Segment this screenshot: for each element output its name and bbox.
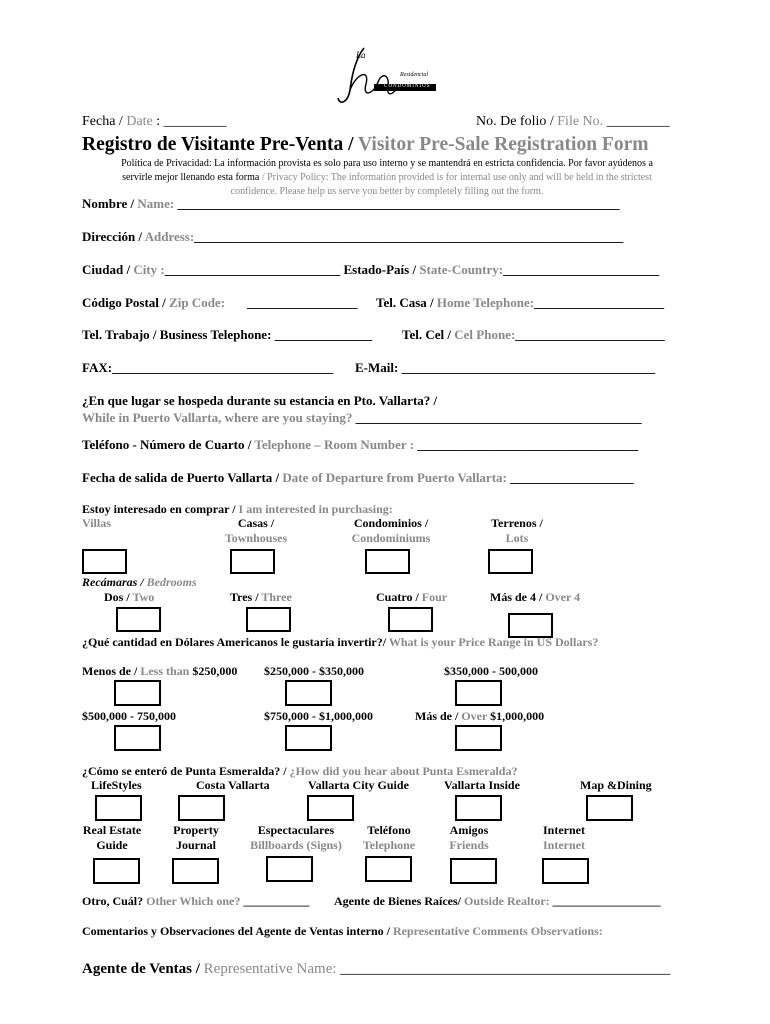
- bedrooms-cuatro-label: Cuatro / Four: [376, 590, 448, 604]
- price-question: [82, 635, 598, 650]
- checkbox-source-inet[interactable]: [542, 858, 589, 884]
- interest-heading-es: Estoy interesado en comprar /: [82, 502, 239, 516]
- home-label-es: Tel. Casa /: [376, 295, 437, 310]
- date-label-es: Fecha /: [82, 114, 127, 129]
- cel-phone-field[interactable]: [402, 327, 665, 343]
- terrenos-en: Lots: [505, 531, 529, 545]
- page-title: [82, 134, 649, 156]
- checkbox-source-vi[interactable]: [455, 795, 502, 821]
- date-label-en: Date: [126, 114, 153, 129]
- checkbox-source-amigos[interactable]: [450, 858, 497, 884]
- checkbox-source-re[interactable]: [93, 858, 140, 884]
- price-question-es: ¿Qué cantidad en Dólares Americanos le gustaría invertir?/: [82, 635, 389, 649]
- agent-label-es: Agente de Ventas /: [82, 961, 204, 977]
- source-esp-label: Espectaculares Billboards (Signs): [250, 823, 342, 852]
- home-phone-field[interactable]: [376, 295, 664, 311]
- checkbox-condos[interactable]: [365, 549, 410, 574]
- checkbox-casas[interactable]: [230, 549, 275, 574]
- stay-field[interactable]: [82, 410, 642, 426]
- checkbox-price-r2[interactable]: [455, 680, 502, 706]
- realtor-label-en: Outside Realtor:: [463, 894, 550, 908]
- name-label-es: Nombre /: [82, 196, 138, 211]
- cel-label-es: Tel. Cel /: [402, 327, 455, 342]
- bedrooms-heading-es: Recámaras /: [82, 575, 147, 589]
- checkbox-source-pj[interactable]: [172, 858, 219, 884]
- condos-es: Condominios /: [353, 516, 429, 530]
- logo-small-top: La: [356, 50, 366, 60]
- cel-blank[interactable]: _______________________: [515, 327, 665, 342]
- logo: [330, 44, 440, 110]
- stay-label-en: While in Puerto Vallarta, where are you staying?: [82, 410, 353, 425]
- title-es: Registro de Visitante Pre-Venta /: [82, 134, 359, 155]
- source-inet-label: Internet Internet: [543, 823, 585, 852]
- work-phone-field[interactable]: Tel. Trabajo / Business Telephone: _______________: [82, 327, 373, 342]
- checkbox-villas[interactable]: [82, 549, 127, 574]
- bedrooms-mas-label: Más de 4 / Over 4: [490, 590, 581, 604]
- condos-en: Condominiums: [351, 531, 431, 545]
- price-r4-label: $750,000 - $1,000,000: [264, 709, 373, 723]
- checkbox-bedrooms-cuatro[interactable]: [388, 607, 433, 632]
- email-field[interactable]: E-Mail: _______________________________________: [355, 360, 656, 375]
- fax-field[interactable]: FAX:__________________________________: [82, 360, 334, 375]
- checkbox-bedrooms-tres[interactable]: [246, 607, 291, 632]
- realtor-label-es: Agente de Bienes Raíces/: [334, 894, 464, 908]
- state-blank[interactable]: ________________________: [503, 262, 660, 277]
- other-field[interactable]: [82, 894, 309, 909]
- option-terrenos-label: [317, 516, 717, 546]
- departure-label-es: Fecha de salida de Puerto Vallarta /: [82, 470, 283, 485]
- realtor-blank[interactable]: __________________: [549, 894, 661, 908]
- privacy-policy: [82, 157, 692, 199]
- price-r3-label: $500,000 - 750,000: [82, 709, 176, 723]
- price-r2-label: $350,000 - 500,000: [444, 664, 538, 678]
- bedrooms-tres-label: Tres / Three: [230, 590, 292, 604]
- logo-band: CONDOMINIOS: [384, 84, 431, 89]
- comments-en: Representative Comments Observations:: [393, 924, 603, 938]
- option-villas-label: Villas: [82, 516, 111, 530]
- price-over-label: Más de / Over $1,000,000: [415, 709, 545, 723]
- agent-label-en: Representative Name:: [203, 961, 337, 977]
- bedrooms-dos-label: Dos / Two: [104, 590, 155, 604]
- room-label-es: Teléfono - Número de Cuarto /: [82, 437, 255, 452]
- source-question-en: ¿How did you hear about Punta Esmeralda?: [289, 764, 518, 778]
- state-label-es: Estado-País /: [340, 262, 420, 277]
- logo-script-word: [330, 44, 332, 45]
- folio-label-en: File No.: [557, 114, 604, 129]
- price-question-en: What is your Price Range in US Dollars?: [388, 635, 599, 649]
- source-lifestyles-label: LifeStyles: [91, 778, 142, 792]
- casas-es: Casas /: [237, 516, 275, 530]
- checkbox-source-costa[interactable]: [178, 795, 225, 821]
- cel-label-en: Cel Phone:: [454, 327, 516, 342]
- privacy-en-line3: confidence. Please help us serve you better by completely filling out the form.: [230, 186, 544, 197]
- departure-blank[interactable]: ___________________: [506, 470, 634, 485]
- stay-blank[interactable]: ____________________________________________: [352, 410, 642, 425]
- interest-heading-en: I am interested in purchasing:: [238, 502, 393, 516]
- checkbox-source-tel[interactable]: [365, 856, 412, 882]
- zip-blank[interactable]: _________________: [247, 295, 358, 310]
- comments-heading: [82, 924, 603, 939]
- source-vcg-label: Vallarta City Guide: [308, 778, 409, 792]
- source-vi-label: Vallarta Inside: [444, 778, 520, 792]
- interest-heading: [82, 502, 393, 517]
- zip-label-en: Zip Code:: [169, 295, 226, 310]
- privacy-en-line2: / Privacy Policy: The information provided is for internal use only and will be held in the strictest: [259, 172, 652, 183]
- checkbox-source-map[interactable]: [586, 795, 633, 821]
- checkbox-terrenos[interactable]: [488, 549, 533, 574]
- home-label-en: Home Telephone:: [436, 295, 535, 310]
- checkbox-price-r3[interactable]: [114, 725, 161, 751]
- checkbox-price-r4[interactable]: [285, 725, 332, 751]
- departure-field[interactable]: [82, 470, 634, 486]
- date-field[interactable]: [82, 114, 227, 130]
- stay-question: ¿En que lugar se hospeda durante su estancia en Pto. Vallarta? /: [82, 393, 438, 408]
- room-label-en: Telephone – Room Number :: [254, 437, 414, 452]
- folio-label-es: No. De folio /: [476, 114, 558, 129]
- price-less-label: Menos de / Less than $250,000: [82, 664, 238, 678]
- room-phone-field[interactable]: [82, 437, 638, 453]
- logo-small-right: Residencial: [400, 72, 428, 78]
- checkbox-bedrooms-dos[interactable]: [116, 607, 161, 632]
- departure-label-en: Date of Departure from Puerto Vallarta:: [282, 470, 507, 485]
- source-pj-label: Property Journal: [173, 823, 219, 852]
- state-label-en: State-Country:: [419, 262, 504, 277]
- source-costa-label: Costa Vallarta: [196, 778, 270, 792]
- zip-label-es: Código Postal /: [82, 295, 170, 310]
- source-tel-label: Teléfono Telephone: [362, 823, 416, 852]
- address-field[interactable]: [82, 229, 623, 245]
- other-label-en: Other Which one?: [146, 894, 241, 908]
- agent-field[interactable]: [82, 961, 670, 978]
- comments-es: Comentarios y Observaciones del Agente de Ventas interno /: [82, 924, 393, 938]
- name-blank[interactable]: ____________________________________________________________________: [174, 196, 620, 211]
- title-en: Visitor Pre-Sale Registration Form: [358, 134, 649, 155]
- privacy-es-line2: servirle mejor llenando esta forma: [122, 172, 260, 183]
- city-state-row[interactable]: [82, 262, 659, 278]
- checkbox-source-esp[interactable]: [266, 856, 313, 882]
- name-label-en: Name:: [137, 196, 175, 211]
- home-blank[interactable]: ____________________: [534, 295, 665, 310]
- folio-field[interactable]: [476, 114, 670, 130]
- source-map-label: Map &Dining: [580, 778, 652, 792]
- date-blank[interactable]: : _________: [152, 114, 227, 129]
- address-label-es: Dirección /: [82, 229, 145, 244]
- source-amigos-label: Amigos Friends: [449, 823, 489, 852]
- bedrooms-heading-en: Bedrooms: [146, 575, 197, 589]
- other-label-es: Otro, Cuál?: [82, 894, 147, 908]
- source-question-es: ¿Cómo se enteró de Punta Esmeralda? /: [82, 764, 290, 778]
- room-blank[interactable]: __________________________________: [414, 437, 639, 452]
- checkbox-source-vcg[interactable]: [307, 795, 354, 821]
- checkbox-price-less[interactable]: [114, 680, 161, 706]
- agent-blank[interactable]: ____________________________________________: [336, 961, 671, 977]
- checkbox-source-lifestyles[interactable]: [95, 795, 142, 821]
- folio-blank[interactable]: _________: [603, 114, 670, 129]
- city-label-en: City :: [133, 262, 165, 277]
- zip-field[interactable]: [82, 295, 225, 311]
- terrenos-es: Terrenos /: [491, 516, 543, 530]
- city-blank[interactable]: ___________________________: [164, 262, 341, 277]
- address-blank[interactable]: __________________________________________________________________: [194, 229, 624, 244]
- casas-en: Townhouses: [224, 531, 288, 545]
- checkbox-price-r1[interactable]: [285, 680, 332, 706]
- other-blank[interactable]: ___________: [240, 894, 310, 908]
- source-re-label: Real Estate Guide: [82, 823, 142, 852]
- privacy-es-line1: Política de Privacidad: La información provista es solo para uso interno y se mantendrá en estricta confidencia. Por favor ayúdenos a: [121, 158, 653, 169]
- realtor-field[interactable]: [334, 894, 661, 909]
- address-label-en: Address:: [144, 229, 195, 244]
- name-field[interactable]: [82, 196, 619, 212]
- source-question: [82, 764, 517, 779]
- bedrooms-heading: [82, 575, 197, 590]
- city-label-es: Ciudad /: [82, 262, 134, 277]
- checkbox-price-over[interactable]: [455, 725, 502, 751]
- price-r1-label: $250,000 - $350,000: [264, 664, 364, 678]
